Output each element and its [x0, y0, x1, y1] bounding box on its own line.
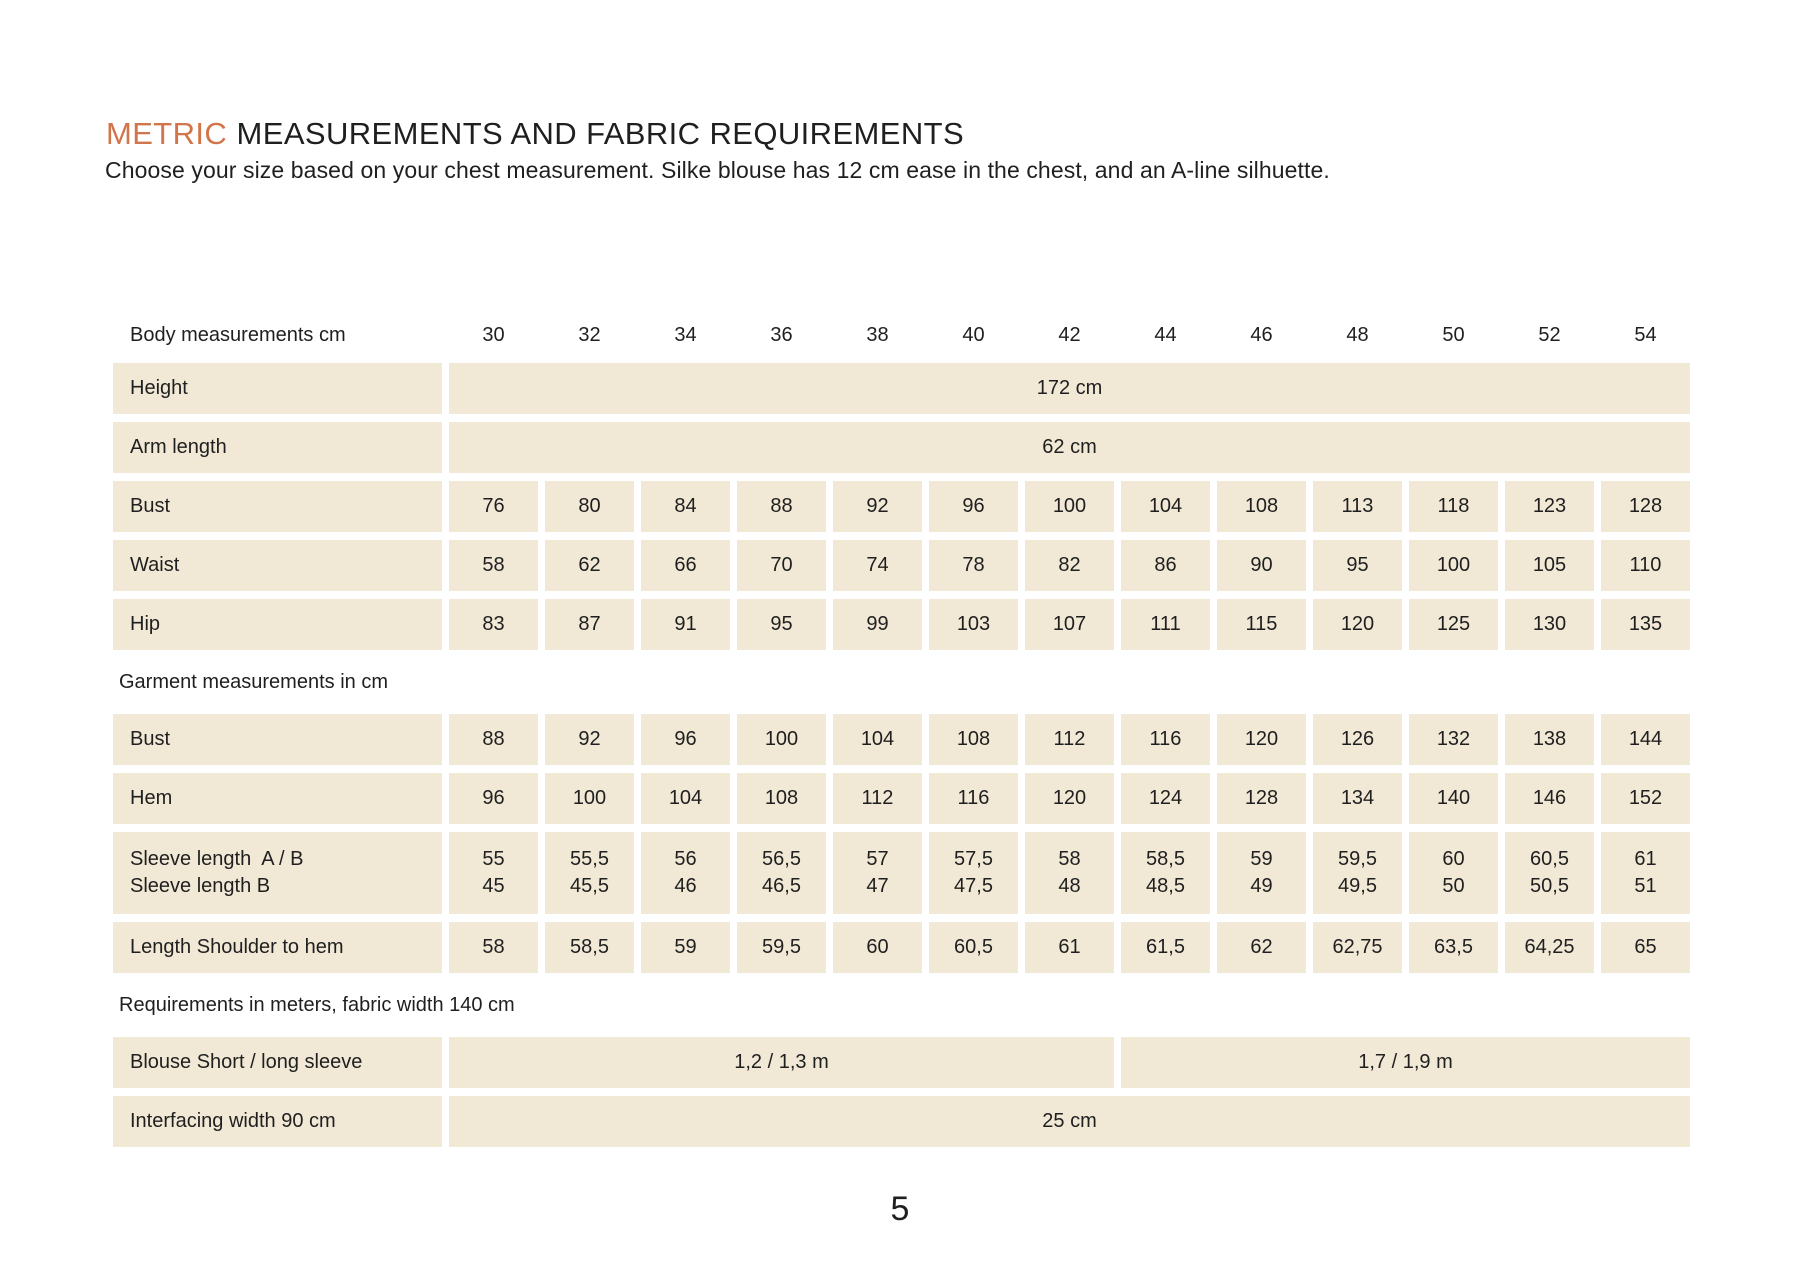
cell-value: 58,5 [545, 922, 634, 973]
cell-value: 100 [545, 773, 634, 824]
cell-value [1217, 832, 1306, 914]
cell-value-bottom: 50,5 [1530, 875, 1569, 897]
size-column-header: 36 [770, 323, 793, 346]
cell-value [1025, 832, 1114, 914]
cell-value-bottom: 48 [1058, 875, 1081, 897]
row-label: Waist [113, 540, 442, 591]
cell-value: 58 [449, 922, 538, 973]
cell-value-top: 59,5 [1338, 848, 1377, 870]
cell-value [929, 832, 1018, 914]
page-title-rest: MEASUREMENTS AND FABRIC REQUIREMENTS [236, 116, 965, 151]
cell-value: 128 [1217, 773, 1306, 824]
cell-value: 116 [1121, 714, 1210, 765]
cell-value: 62 [1217, 922, 1306, 973]
cell-value: 83 [449, 599, 538, 650]
cell-value: 104 [833, 714, 922, 765]
size-column-header: 40 [962, 323, 985, 346]
size-column-header: 54 [1634, 323, 1657, 346]
cell-value: 120 [1217, 714, 1306, 765]
cell-value: 96 [929, 481, 1018, 532]
cell-value: 61 [1025, 922, 1114, 973]
cell-value: 100 [737, 714, 826, 765]
cell-value [1313, 832, 1402, 914]
size-column-header: 48 [1346, 323, 1369, 346]
section-label: Garment measurements in cm [119, 670, 388, 693]
cell-value [737, 832, 826, 914]
cell-value-bottom: 51 [1634, 875, 1657, 897]
cell-value: 103 [929, 599, 1018, 650]
cell-value: 86 [1121, 540, 1210, 591]
cell-value: 130 [1505, 599, 1594, 650]
row-label: Interfacing width 90 cm [113, 1096, 442, 1147]
cell-value: 90 [1217, 540, 1306, 591]
cell-value [641, 832, 730, 914]
cell-value: 111 [1121, 599, 1210, 650]
cell-value-top: 58,5 [1146, 848, 1185, 870]
cell-value: 138 [1505, 714, 1594, 765]
cell-value [545, 832, 634, 914]
row-label [113, 832, 442, 914]
cell-value: 144 [1601, 714, 1690, 765]
cell-value: 125 [1409, 599, 1498, 650]
cell-value: 126 [1313, 714, 1402, 765]
row-label: Bust [113, 714, 442, 765]
row-label-line: Sleeve length B [130, 875, 271, 897]
cell-value-bottom: 47,5 [954, 875, 993, 897]
cell-value: 95 [1313, 540, 1402, 591]
cell-value: 60 [833, 922, 922, 973]
span-value: 1,7 / 1,9 m [1121, 1037, 1690, 1088]
cell-value: 108 [737, 773, 826, 824]
span-value: 172 cm [449, 363, 1690, 414]
cell-value: 113 [1313, 481, 1402, 532]
row-label: Arm length [113, 422, 442, 473]
cell-value: 92 [545, 714, 634, 765]
cell-value [833, 832, 922, 914]
cell-value: 87 [545, 599, 634, 650]
cell-value-top: 60 [1442, 848, 1465, 870]
cell-value [1601, 832, 1690, 914]
span-value: 62 cm [449, 422, 1690, 473]
cell-value: 120 [1025, 773, 1114, 824]
cell-value: 110 [1601, 540, 1690, 591]
cell-value: 91 [641, 599, 730, 650]
cell-value: 92 [833, 481, 922, 532]
size-column-header: 44 [1154, 323, 1177, 346]
cell-value: 62,75 [1313, 922, 1402, 973]
cell-value: 78 [929, 540, 1018, 591]
cell-value [1121, 832, 1210, 914]
page-title-accent: METRIC [106, 116, 228, 151]
cell-value: 123 [1505, 481, 1594, 532]
cell-value: 82 [1025, 540, 1114, 591]
cell-value: 59,5 [737, 922, 826, 973]
cell-value-top: 57 [866, 848, 889, 870]
cell-value-bottom: 48,5 [1146, 875, 1185, 897]
cell-value-bottom: 46 [674, 875, 697, 897]
cell-value: 108 [1217, 481, 1306, 532]
cell-value: 62 [545, 540, 634, 591]
cell-value: 128 [1601, 481, 1690, 532]
cell-value: 76 [449, 481, 538, 532]
cell-value: 140 [1409, 773, 1498, 824]
size-column-header: 50 [1442, 323, 1465, 346]
cell-value: 100 [1409, 540, 1498, 591]
cell-value: 152 [1601, 773, 1690, 824]
cell-value-bottom: 45,5 [570, 875, 609, 897]
cell-value: 95 [737, 599, 826, 650]
cell-value: 116 [929, 773, 1018, 824]
cell-value-top: 57,5 [954, 848, 993, 870]
cell-value: 74 [833, 540, 922, 591]
cell-value: 63,5 [1409, 922, 1498, 973]
cell-value: 104 [1121, 481, 1210, 532]
cell-value: 105 [1505, 540, 1594, 591]
cell-value: 70 [737, 540, 826, 591]
cell-value-top: 60,5 [1530, 848, 1569, 870]
cell-value: 100 [1025, 481, 1114, 532]
cell-value: 65 [1601, 922, 1690, 973]
cell-value-top: 61 [1634, 848, 1657, 870]
span-value: 1,2 / 1,3 m [449, 1037, 1114, 1088]
cell-value: 134 [1313, 773, 1402, 824]
cell-value-top: 56 [674, 848, 697, 870]
cell-value: 115 [1217, 599, 1306, 650]
size-column-header: 34 [674, 323, 697, 346]
table-header-label: Body measurements cm [130, 323, 346, 346]
page-title [106, 116, 964, 152]
cell-value-top: 55 [482, 848, 505, 870]
cell-value: 146 [1505, 773, 1594, 824]
cell-value: 88 [737, 481, 826, 532]
size-column-header: 42 [1058, 323, 1081, 346]
row-label: Bust [113, 481, 442, 532]
cell-value: 112 [1025, 714, 1114, 765]
cell-value-top: 56,5 [762, 848, 801, 870]
cell-value: 58 [449, 540, 538, 591]
cell-value-bottom: 47 [866, 875, 889, 897]
cell-value: 112 [833, 773, 922, 824]
cell-value: 104 [641, 773, 730, 824]
cell-value: 64,25 [1505, 922, 1594, 973]
cell-value: 124 [1121, 773, 1210, 824]
page-number: 5 [890, 1190, 910, 1228]
cell-value: 99 [833, 599, 922, 650]
cell-value: 84 [641, 481, 730, 532]
cell-value [1409, 832, 1498, 914]
cell-value-top: 58 [1058, 848, 1081, 870]
cell-value [449, 832, 538, 914]
row-label: Length Shoulder to hem [113, 922, 442, 973]
size-column-header: 38 [866, 323, 889, 346]
cell-value: 80 [545, 481, 634, 532]
span-value: 25 cm [449, 1096, 1690, 1147]
cell-value: 118 [1409, 481, 1498, 532]
cell-value-bottom: 45 [482, 875, 505, 897]
cell-value: 88 [449, 714, 538, 765]
cell-value-top: 55,5 [570, 848, 609, 870]
size-column-header: 32 [578, 323, 601, 346]
cell-value: 107 [1025, 599, 1114, 650]
size-column-header: 30 [482, 323, 505, 346]
cell-value-bottom: 49,5 [1338, 875, 1377, 897]
cell-value-bottom: 46,5 [762, 875, 801, 897]
cell-value: 132 [1409, 714, 1498, 765]
row-label: Height [113, 363, 442, 414]
size-column-header: 46 [1250, 323, 1273, 346]
cell-value: 59 [641, 922, 730, 973]
cell-value: 108 [929, 714, 1018, 765]
cell-value: 120 [1313, 599, 1402, 650]
cell-value: 60,5 [929, 922, 1018, 973]
cell-value-top: 59 [1250, 848, 1273, 870]
cell-value: 66 [641, 540, 730, 591]
row-label: Hem [113, 773, 442, 824]
row-label-line: Sleeve length A / B [130, 848, 304, 870]
row-label: Blouse Short / long sleeve [113, 1037, 442, 1088]
size-column-header: 52 [1538, 323, 1561, 346]
cell-value: 96 [449, 773, 538, 824]
cell-value: 61,5 [1121, 922, 1210, 973]
cell-value: 96 [641, 714, 730, 765]
size-table [113, 315, 1690, 1147]
page-subtitle: Choose your size based on your chest measurement. Silke blouse has 12 cm ease in the chest, and an A-line silhuette. [105, 157, 1330, 183]
cell-value [1505, 832, 1594, 914]
cell-value-bottom: 49 [1250, 875, 1273, 897]
cell-value: 135 [1601, 599, 1690, 650]
cell-value-bottom: 50 [1442, 875, 1465, 897]
section-label: Requirements in meters, fabric width 140 cm [119, 993, 515, 1016]
row-label: Hip [113, 599, 442, 650]
